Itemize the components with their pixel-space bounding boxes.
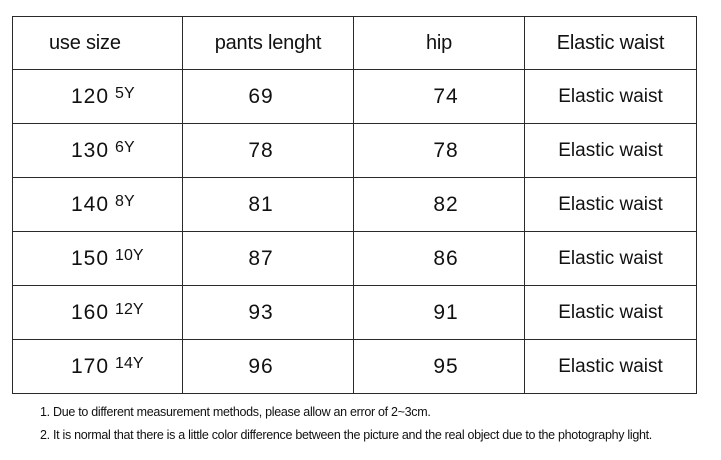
hip-value: 82 (354, 178, 525, 232)
hip-value: 91 (354, 286, 525, 340)
table-row (13, 178, 697, 232)
header-elastic-waist: Elastic waist (525, 17, 697, 70)
waist-value: Elastic waist (525, 232, 697, 286)
note-measurement-error: 1. Due to different measurement methods, please allow an error of 2~3cm. (40, 405, 431, 419)
hip-value: 74 (354, 70, 525, 124)
pants-length-value: 93 (183, 286, 354, 340)
size-cell (13, 232, 183, 286)
age-value: 6Y (115, 138, 135, 156)
size-value: 130 (71, 138, 110, 162)
table-row (13, 124, 697, 178)
table-row (13, 70, 697, 124)
pants-length-value: 69 (183, 70, 354, 124)
size-chart-table (12, 16, 697, 394)
note-color-difference: 2. It is normal that there is a little color difference between the picture and the real object due to the photography light. (40, 428, 652, 442)
waist-value: Elastic waist (525, 340, 697, 394)
pants-length-value: 87 (183, 232, 354, 286)
age-value: 5Y (115, 84, 135, 102)
size-cell (13, 124, 183, 178)
size-cell (13, 70, 183, 124)
age-value: 8Y (115, 192, 135, 210)
table-row (13, 340, 697, 394)
waist-value: Elastic waist (525, 286, 697, 340)
table-row (13, 286, 697, 340)
hip-value: 86 (354, 232, 525, 286)
waist-value: Elastic waist (525, 70, 697, 124)
size-value: 120 (71, 84, 110, 108)
size-cell (13, 178, 183, 232)
size-value: 140 (71, 192, 110, 216)
pants-length-value: 96 (183, 340, 354, 394)
pants-length-value: 81 (183, 178, 354, 232)
size-value: 170 (71, 354, 110, 378)
header-pants-length: pants lenght (183, 17, 354, 70)
hip-value: 78 (354, 124, 525, 178)
age-value: 12Y (115, 300, 144, 318)
table-header-row (13, 17, 697, 70)
header-use-size: use size (13, 17, 183, 70)
size-cell (13, 286, 183, 340)
size-value: 160 (71, 300, 110, 324)
pants-length-value: 78 (183, 124, 354, 178)
size-value: 150 (71, 246, 110, 270)
header-hip: hip (354, 17, 525, 70)
size-cell (13, 340, 183, 394)
age-value: 14Y (115, 354, 144, 372)
table-row (13, 232, 697, 286)
waist-value: Elastic waist (525, 124, 697, 178)
hip-value: 95 (354, 340, 525, 394)
notes-section (40, 402, 652, 448)
age-value: 10Y (115, 246, 144, 264)
waist-value: Elastic waist (525, 178, 697, 232)
